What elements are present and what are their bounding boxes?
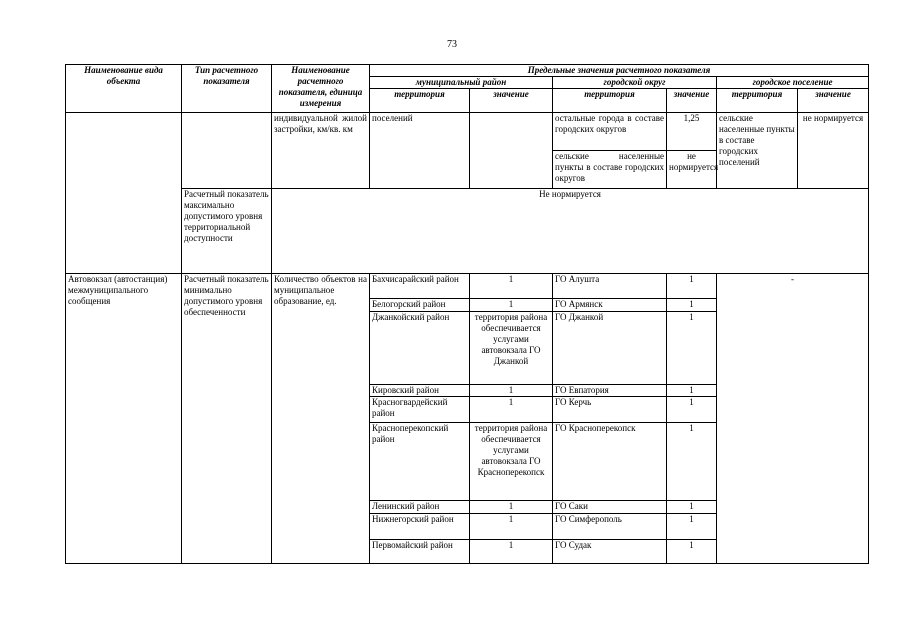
- district-value-cell: 1: [470, 501, 553, 514]
- city-value-cell: 1: [667, 397, 717, 423]
- district-cell: Белогорский район: [370, 299, 470, 312]
- city-cell: ГО Красноперекопск: [553, 423, 667, 501]
- city-value-cell: не нормируется: [667, 151, 717, 189]
- city-value-cell: 1: [667, 312, 717, 385]
- district-value-cell: 1: [470, 274, 553, 299]
- district-value-cell: 1: [470, 397, 553, 423]
- header-territory: территория: [553, 89, 667, 113]
- city-value-cell: 1: [667, 514, 717, 540]
- mun-value-cell: [470, 113, 553, 189]
- object-cell-empty: [66, 113, 182, 274]
- type-cell-empty: [182, 113, 272, 189]
- city-cell: ГО Армянск: [553, 299, 667, 312]
- bus-name-cell: Количество объектов на муниципальное образование, ед.: [272, 274, 370, 564]
- district-cell: Красноперекопский район: [370, 423, 470, 501]
- district-cell: Красногвардейский район: [370, 397, 470, 423]
- city-value-cell: 1: [667, 274, 717, 299]
- norms-table: [65, 64, 869, 564]
- header-territory: территория: [370, 89, 470, 113]
- district-cell: Джанкойский район: [370, 312, 470, 385]
- district-cell: Бахчисарайский район: [370, 274, 470, 299]
- header-value: значение: [667, 89, 717, 113]
- district-cell: Кировский район: [370, 385, 470, 397]
- header-object-name: Наименование вида объекта: [66, 65, 182, 113]
- district-value-cell: 1: [470, 385, 553, 397]
- header-municipal: муниципальный район: [370, 77, 553, 89]
- header-value: значение: [798, 89, 869, 113]
- header-territory: территория: [717, 89, 798, 113]
- header-limits: Предельные значения расчетного показателя: [370, 65, 869, 77]
- city-cell: ГО Алушта: [553, 274, 667, 299]
- district-value-cell: 1: [470, 299, 553, 312]
- city-value-cell: 1,25: [667, 113, 717, 151]
- city-cell: ГО Керчь: [553, 397, 667, 423]
- header-city: городской округ: [553, 77, 717, 89]
- urban-territory-cell: сельские населенные пункты в составе городских поселений: [717, 113, 798, 189]
- district-cell: Нижнегорский район: [370, 514, 470, 540]
- city-cell: ГО Судак: [553, 540, 667, 564]
- district-cell: Первомайский район: [370, 540, 470, 564]
- district-cell: Ленинский район: [370, 501, 470, 514]
- header-urban: городское поселение: [717, 77, 869, 89]
- city-cell: ГО Симферополь: [553, 514, 667, 540]
- district-value-cell: территория района обеспечивается услугами автовокзала ГО Джанкой: [470, 312, 553, 385]
- city-cell: ГО Джанкой: [553, 312, 667, 385]
- city-cell: ГО Евпатория: [553, 385, 667, 397]
- urban-value-cell: не нормируется: [798, 113, 869, 189]
- access-note-cell: Не нормируется: [272, 189, 869, 274]
- district-value-cell: 1: [470, 540, 553, 564]
- city-territory-cell: остальные города в составе городских округов: [553, 113, 667, 151]
- indicator-name-cell: индивидуальной жилой застройки, км/кв. км: [272, 113, 370, 189]
- mun-territory-cell: поселений: [370, 113, 470, 189]
- district-value-cell: территория района обеспечивается услугами автовокзала ГО Красноперекопск: [470, 423, 553, 501]
- city-value-cell: 1: [667, 501, 717, 514]
- access-type-cell: Расчетный показатель максимально допустимого уровня территориальной доступности: [182, 189, 272, 274]
- city-territory-cell: сельские населенные пункты в составе городских округов: [553, 151, 667, 189]
- urban-dash-cell: -: [717, 274, 869, 564]
- header-value: значение: [470, 89, 553, 113]
- header-indicator-type: Тип расчетного показателя: [182, 65, 272, 113]
- city-value-cell: 1: [667, 423, 717, 501]
- district-value-cell: 1: [470, 514, 553, 540]
- city-cell: ГО Саки: [553, 501, 667, 514]
- city-value-cell: 1: [667, 385, 717, 397]
- page-number: 73: [447, 39, 457, 50]
- city-value-cell: 1: [667, 540, 717, 564]
- bus-type-cell: Расчетный показатель минимально допустимого уровня обеспеченности: [182, 274, 272, 564]
- bus-object-cell: Автовокзал (автостанция) межмуниципального сообщения: [66, 274, 182, 564]
- header-indicator-name: Наименование расчетного показателя, единица измерения: [272, 65, 370, 113]
- city-value-cell: 1: [667, 299, 717, 312]
